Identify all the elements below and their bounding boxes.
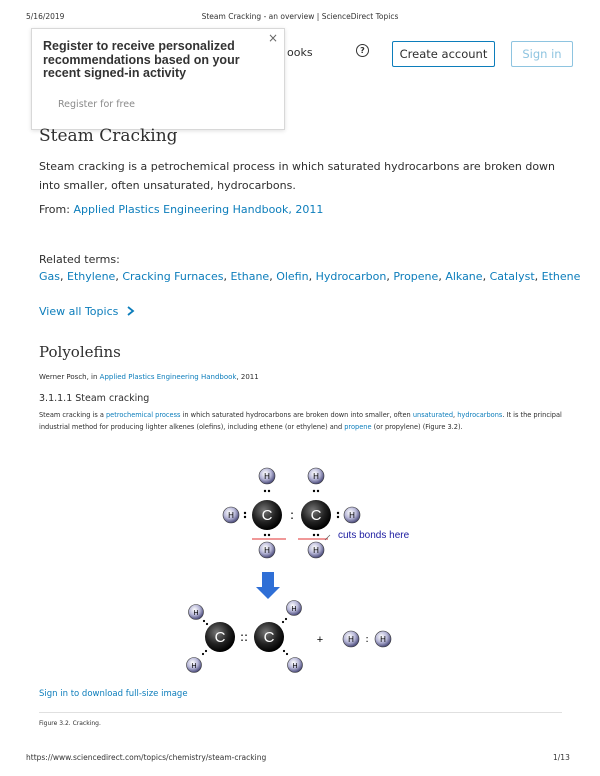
carbon-label: C — [263, 629, 275, 646]
term-separator: , — [269, 270, 277, 283]
term-separator: , — [115, 270, 123, 283]
hydrogen-label: H — [313, 472, 319, 481]
double-bond-dots: :: — [239, 630, 249, 644]
carbon-label: C — [261, 507, 273, 524]
term-separator: , — [223, 270, 231, 283]
hydrogen-label: H — [349, 511, 355, 520]
related-terms-list — [39, 270, 580, 283]
hydrogen-label: H — [191, 663, 197, 670]
related-term-link[interactable]: Catalyst — [489, 270, 535, 283]
from-source-link[interactable]: Applied Plastics Engineering Handbook, 2011 — [73, 203, 324, 216]
hydrogen-label: H — [380, 635, 386, 644]
author-line — [39, 373, 259, 381]
divider — [39, 712, 562, 713]
section-paragraph — [39, 409, 567, 433]
register-popup — [31, 28, 285, 130]
related-term-link[interactable]: Ethene — [541, 270, 581, 283]
print-title: Steam Cracking - an overview | ScienceDirect Topics — [201, 12, 399, 21]
paragraph-text: in which saturated hydrocarbons are broken down into smaller, often — [180, 411, 413, 419]
help-symbol: ? — [360, 46, 365, 55]
cuts-bonds-note: cuts bonds here — [338, 530, 410, 541]
page-number: 1/13 — [553, 753, 570, 762]
paragraph-text: . It is the principal industrial method for producing lighter alkenes (olefins), including ethene (or ethylene) and — [39, 411, 562, 431]
down-arrow-icon — [256, 572, 280, 599]
subsection-title: 3.1.1.1 Steam cracking — [39, 393, 150, 404]
term-separator: , — [308, 270, 316, 283]
bond-dots: : — [365, 634, 369, 645]
hydrogen-label: H — [348, 635, 354, 644]
cracking-diagram — [180, 460, 420, 680]
inline-link[interactable]: unsaturated — [412, 411, 454, 419]
create-account-button[interactable]: Create account — [392, 41, 495, 67]
from-label: From: — [39, 203, 70, 216]
page-title: Steam Cracking — [39, 126, 178, 146]
term-separator: , — [438, 270, 446, 283]
hydrogen-label: H — [264, 546, 270, 555]
section-title: Polyolefins — [39, 343, 121, 361]
view-all-topics-link[interactable] — [39, 305, 136, 318]
author-in: , in — [86, 373, 100, 381]
view-all-label: View all Topics — [39, 305, 119, 318]
related-terms-label: Related terms: — [39, 253, 120, 266]
related-term-link[interactable]: Alkane — [445, 270, 483, 283]
sign-in-button[interactable]: Sign in — [511, 41, 573, 67]
paragraph-text: (or propylene) (Figure 3.2). — [371, 423, 463, 431]
inline-link[interactable]: propene — [344, 423, 372, 431]
footer-url: https://www.sciencedirect.com/topics/chemistry/steam-cracking — [26, 753, 267, 762]
inline-link[interactable]: hydrocarbons — [457, 411, 503, 419]
related-term-link[interactable]: Ethane — [230, 270, 270, 283]
from-line — [39, 203, 323, 216]
hydrogen-label: H — [313, 546, 319, 555]
related-term-link[interactable]: Cracking Furnaces — [122, 270, 224, 283]
book-year: , 2011 — [236, 373, 259, 381]
figure-caption: Figure 3.2. Cracking. — [39, 720, 101, 727]
popup-title: Register to receive personalized recommendations based on your recent signed-in activity — [43, 39, 240, 80]
print-date: 5/16/2019 — [26, 12, 65, 21]
related-term-link[interactable]: Olefin — [276, 270, 309, 283]
author-name: Werner Posch — [39, 373, 87, 381]
carbon-label: C — [310, 507, 322, 524]
hydrogen-label: H — [291, 606, 297, 613]
paragraph-text: , — [453, 411, 458, 419]
term-separator: , — [534, 270, 542, 283]
hydrogen-label: H — [292, 663, 298, 670]
plus-sign: + — [316, 634, 324, 646]
related-term-link[interactable]: Gas — [39, 270, 60, 283]
carbon-label: C — [214, 629, 226, 646]
term-separator: , — [482, 270, 490, 283]
inline-link[interactable]: petrochemical process — [106, 411, 181, 419]
book-link[interactable]: Applied Plastics Engineering Handbook — [99, 373, 237, 381]
related-term-link[interactable]: Propene — [393, 270, 439, 283]
term-separator: , — [386, 270, 394, 283]
hydrogen-label: H — [228, 511, 234, 520]
hydrogen-molecule — [343, 631, 391, 647]
related-term-link[interactable]: Ethylene — [67, 270, 116, 283]
ethylene-molecule — [187, 601, 303, 673]
related-term-link[interactable]: Hydrocarbon — [315, 270, 387, 283]
register-link[interactable]: Register for free — [58, 99, 135, 110]
hydrogen-label: H — [193, 610, 199, 617]
bond-dots: : — [289, 508, 295, 522]
help-icon[interactable] — [356, 44, 369, 57]
books-nav-link[interactable]: ooks — [287, 46, 313, 59]
hydrogen-label: H — [264, 472, 270, 481]
download-image-link[interactable]: Sign in to download full-size image — [39, 689, 188, 699]
topic-description: Steam cracking is a petrochemical process in which saturated hydrocarbons are broken down into smaller, often unsaturated, hydrocarbons. — [39, 160, 556, 192]
term-separator: , — [60, 270, 67, 283]
close-icon[interactable]: × — [267, 31, 278, 45]
ethane-molecule — [223, 468, 410, 558]
paragraph-text: Steam cracking is a — [39, 411, 106, 419]
chevron-right-icon — [126, 306, 136, 316]
